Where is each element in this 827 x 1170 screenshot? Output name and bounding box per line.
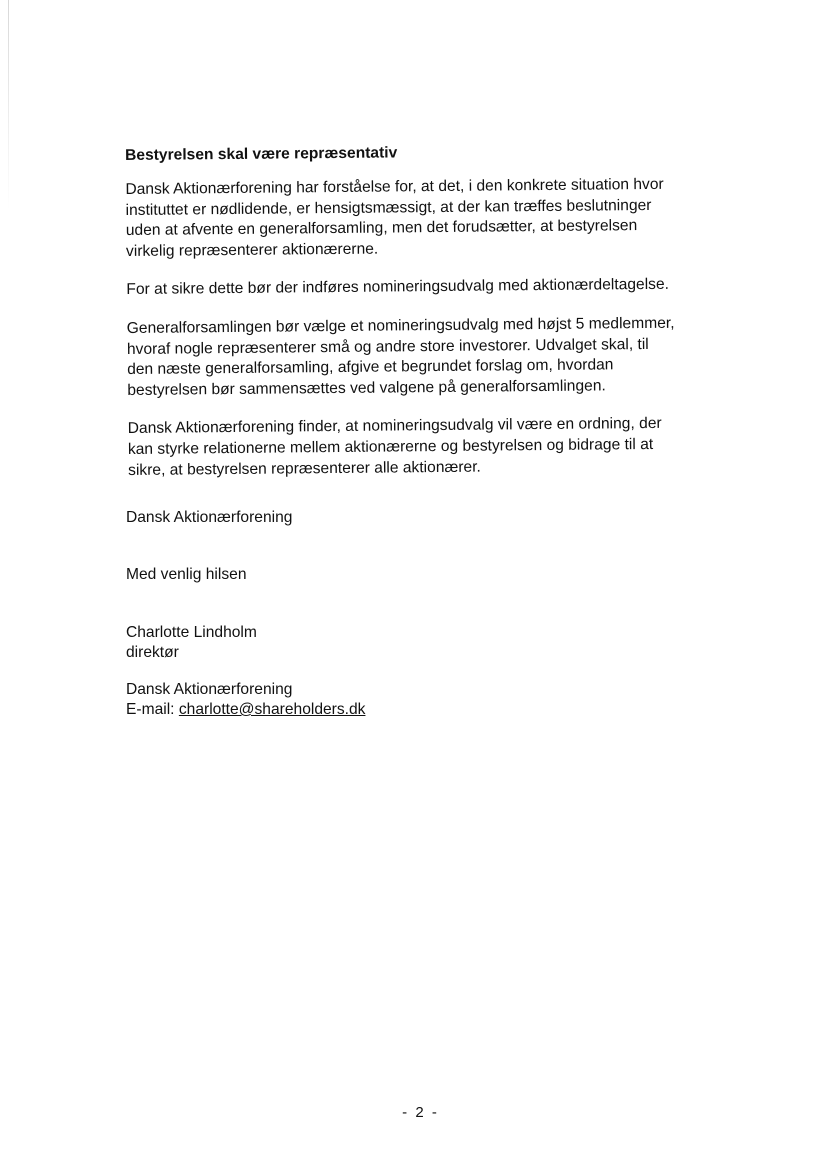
section-heading: Bestyrelsen skal være repræsentativ bbox=[125, 144, 398, 164]
paragraph-line: uden at afvente en generalforsamling, men det forudsætter, at bestyrelsen bbox=[125, 217, 638, 240]
page-number: - 2 - bbox=[402, 1104, 439, 1121]
sender-block bbox=[126, 508, 292, 528]
email-link[interactable]: charlotte@shareholders.dk bbox=[178, 701, 366, 718]
contact-block bbox=[126, 680, 365, 720]
paragraph-line: sikre, at bestyrelsen repræsenterer alle aktionærer. bbox=[128, 458, 481, 479]
paragraph-line: kan styrke relationerne mellem aktionærerne og bestyrelsen og bidrage til at bbox=[127, 435, 654, 458]
signature-block bbox=[126, 623, 257, 663]
paragraph-4 bbox=[128, 414, 729, 482]
paragraph-1 bbox=[125, 174, 726, 262]
paragraph-line: virkelig repræsenterer aktionærerne. bbox=[125, 240, 379, 260]
email-line bbox=[126, 700, 365, 720]
paragraph-line: Generalforsamlingen bør vælge et nomineringsudvalg med højst 5 medlemmer, bbox=[126, 314, 675, 337]
paragraph-line: Dansk Aktionærforening finder, at nomineringsudvalg vil være en ordning, der bbox=[127, 415, 662, 438]
signatory-name: Charlotte Lindholm bbox=[126, 624, 257, 641]
signatory-title: direktør bbox=[126, 644, 179, 661]
email-label: E-mail: bbox=[126, 701, 175, 718]
closing-text: Med venlig hilsen bbox=[126, 566, 247, 583]
paragraph-line: Dansk Aktionærforening har forståelse for, at det, i den konkrete situation hvor bbox=[125, 175, 664, 198]
paragraph-line: hvoraf nogle repræsenterer små og andre store investorer. Udvalget skal, til bbox=[126, 335, 649, 358]
paragraph-line: bestyrelsen bør sammensættes ved valgene på generalforsamlingen. bbox=[127, 377, 606, 399]
letter-body bbox=[125, 140, 728, 481]
paragraph-3 bbox=[127, 313, 728, 401]
paragraph-line: den næste generalforsamling, afgive et begrundet forslag om, hvordan bbox=[127, 356, 614, 379]
scan-edge bbox=[8, 0, 9, 210]
sender-org: Dansk Aktionærforening bbox=[126, 509, 293, 526]
paragraph-line: For at sikre dette bør der indføres nomineringsudvalg med aktionærdeltagelse. bbox=[126, 276, 670, 299]
closing-block bbox=[126, 565, 247, 585]
contact-org: Dansk Aktionærforening bbox=[126, 681, 293, 698]
paragraph-line: instituttet er nødlidende, er hensigtsmæssigt, at der kan træffes beslutninger bbox=[125, 196, 652, 219]
